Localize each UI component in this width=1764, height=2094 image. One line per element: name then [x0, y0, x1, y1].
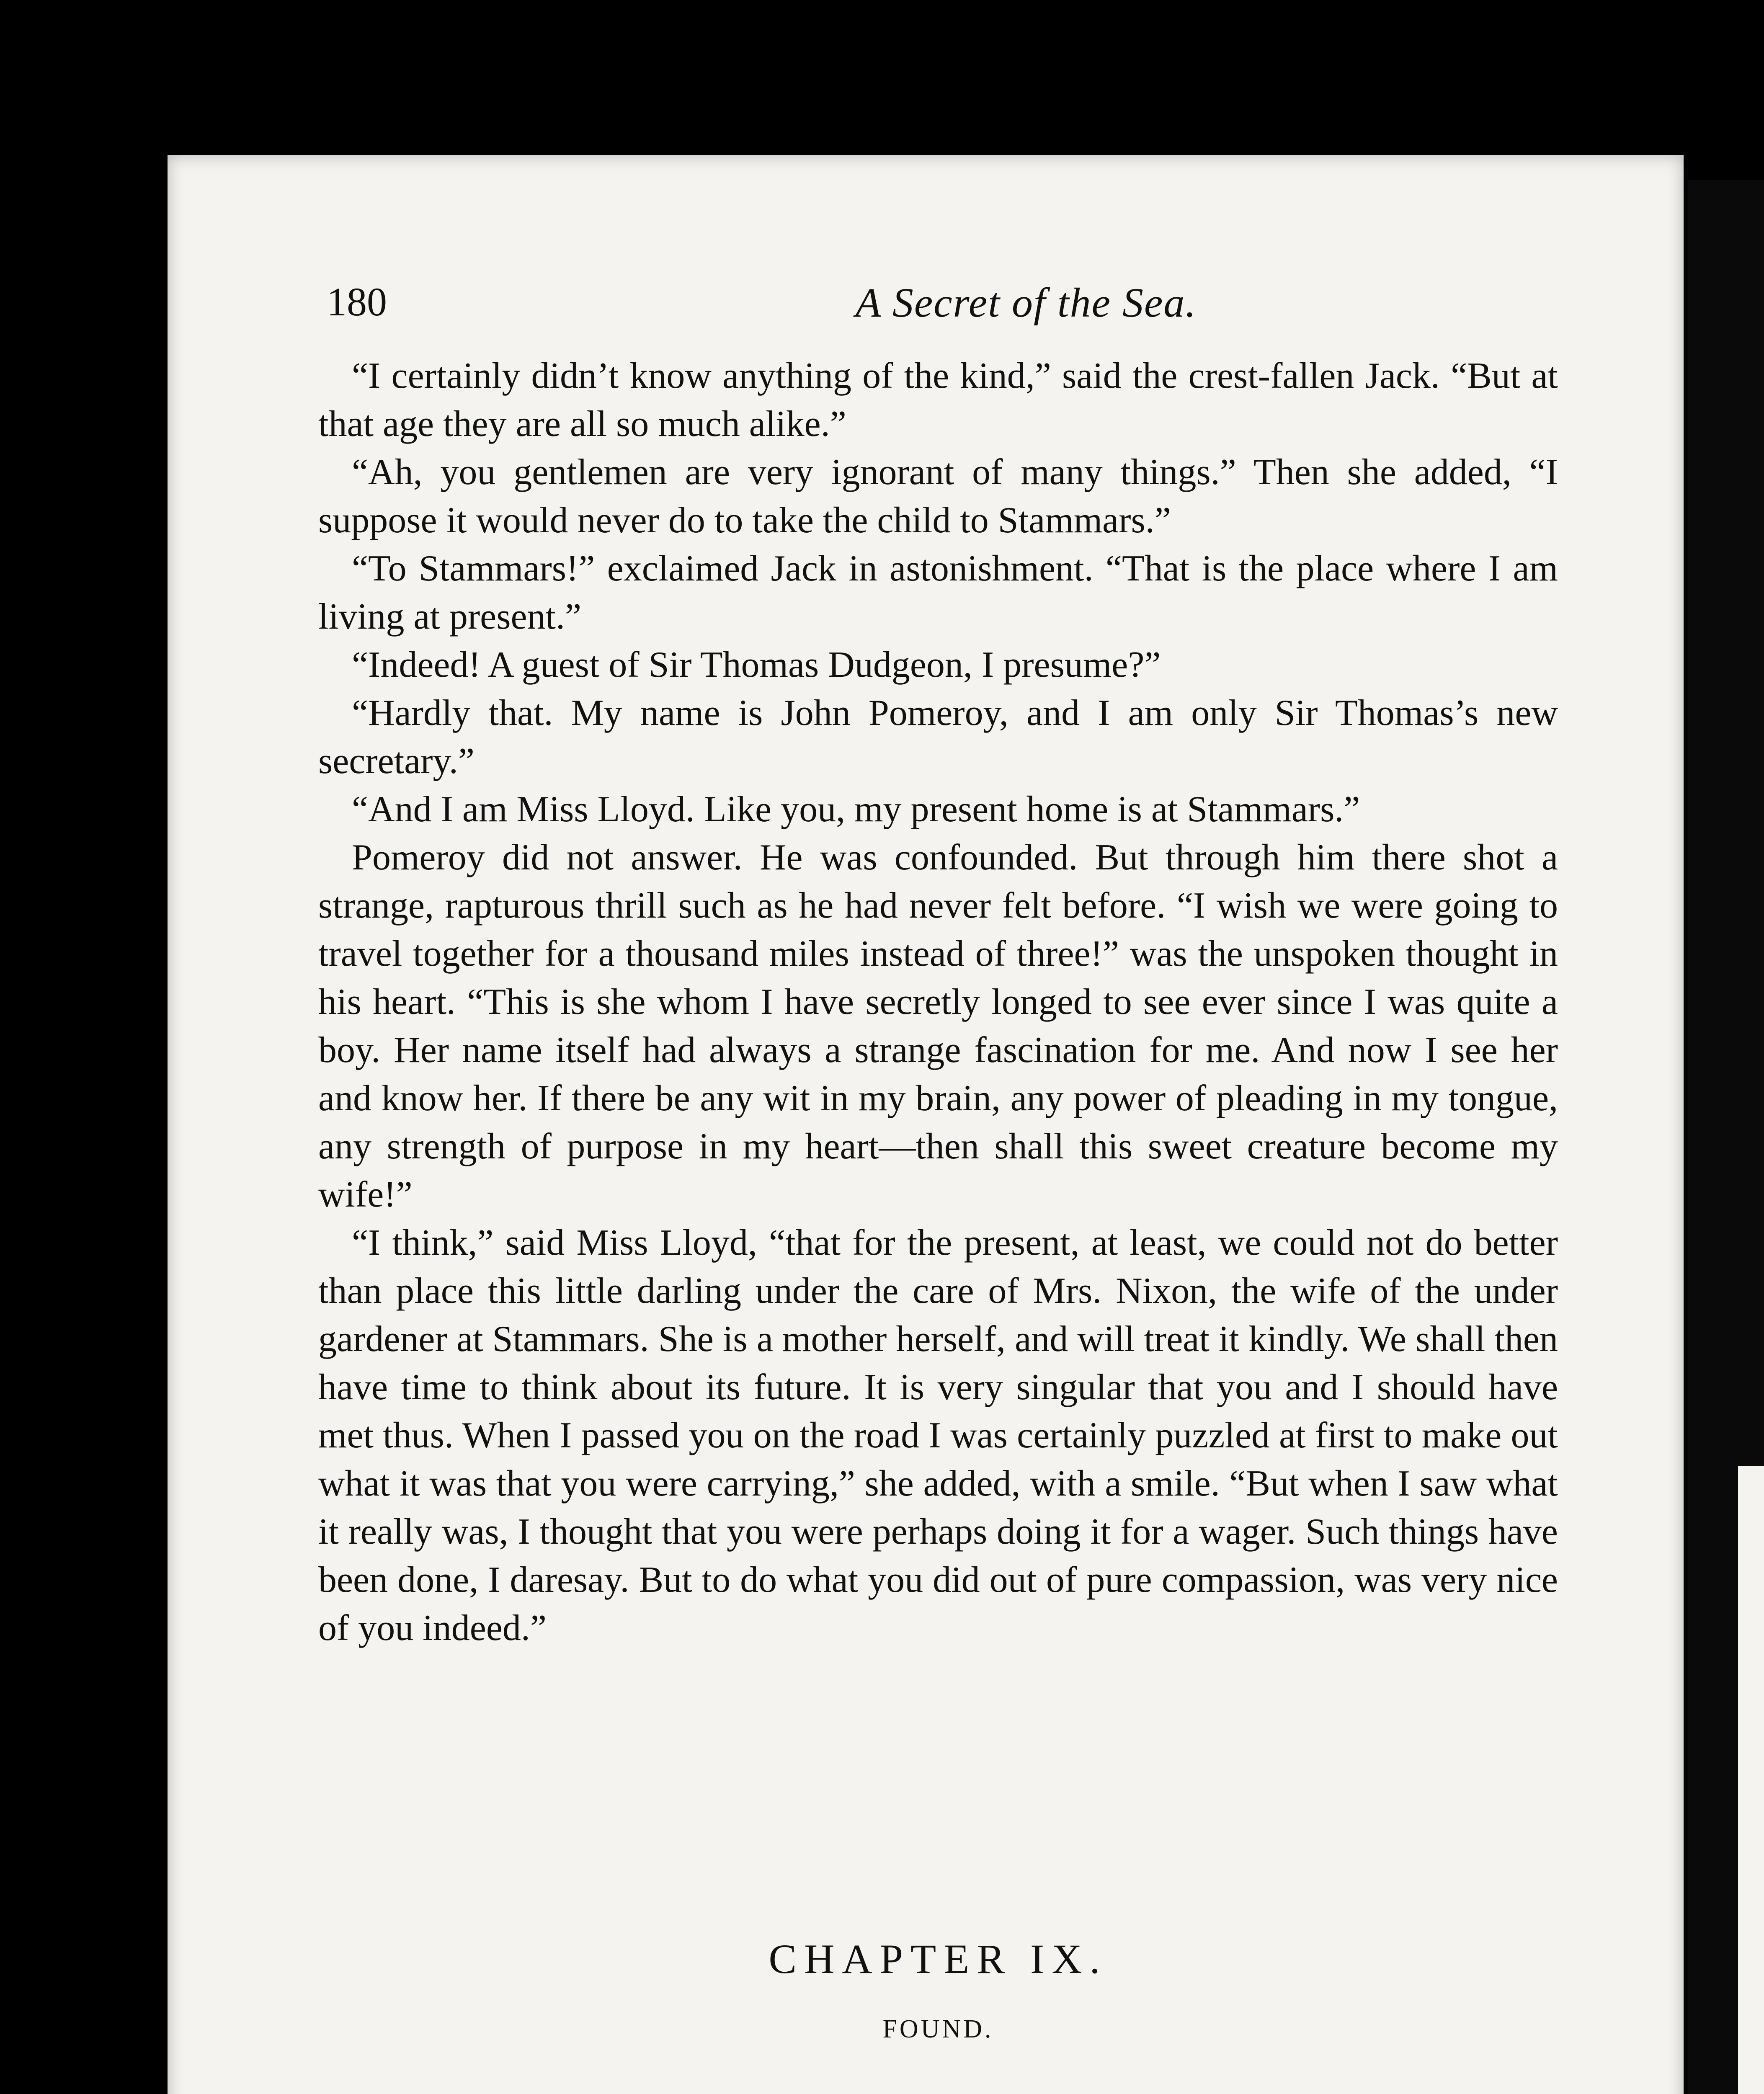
paragraph: “And I am Miss Lloyd. Like you, my present home is at Stammars.” — [352, 789, 1360, 830]
paragraph: Pomeroy did not answer. He was confounded. But through him there shot a strange, rapturous thrill such as he had never felt before. “I wish we were going to travel together for a thousand miles instead of three!” was the unspoken thought in his heart. “This is she whom I have secretly longed to see ever since I was quite a boy. Her name itself had always a strange fascination for me. And now I see her and know her. If there be any wit in my brain, any power of pleading in my tongue, any strength of purpose in my heart—then shall this sweet creature become my wife!” — [318, 837, 1558, 1215]
paragraph: “Hardly that. My name is John Pomeroy, and I am only Sir Thomas’s new secretary.” — [318, 693, 1558, 781]
paragraph: “I think,” said Miss Lloyd, “that for the present, at least, we could not do better than place this little darling under the care of Mrs. Nixon, the wife of the under gardener at Stammars. She is a mother herself, and will treat it kindly. We shall then have time to think about its future. It is very singular that you and I should have met thus. When I passed you on the road I was certainly puzzled at first to make out what it was that you were carrying,” she added, with a smile. “But when I saw what it really was, I thought that you were perhaps doing it for a wager. Such things have been done, I daresay. But to do what you did out of pure compassion, was very nice of you indeed.” — [318, 1222, 1558, 1648]
paragraph: “Ah, you gentlemen are very ignorant of many things.” Then she added, “I suppose it would never do to take the child to Stammars.” — [318, 452, 1558, 541]
chapter-heading — [318, 1935, 1558, 2044]
chapter-subtitle: FOUND. — [882, 2015, 994, 2043]
running-title: A Secret of the Sea. — [855, 279, 1197, 326]
paragraph: “Indeed! A guest of Sir Thomas Dudgeon, I presume?” — [352, 645, 1161, 685]
page-number: 180 — [327, 279, 387, 324]
chapter-title: CHAPTER IX. — [769, 1936, 1108, 1982]
body-text — [318, 352, 1558, 1652]
page-header — [327, 279, 1566, 333]
paragraph: “I certainly didn’t know anything of the kind,” said the crest-fallen Jack. “But at that age they are all so much alike.” — [318, 356, 1558, 444]
facing-page-sliver — [1738, 1466, 1764, 2094]
paragraph: “To Stammars!” exclaimed Jack in astonishment. “That is the place where I am living at present.” — [318, 548, 1558, 637]
